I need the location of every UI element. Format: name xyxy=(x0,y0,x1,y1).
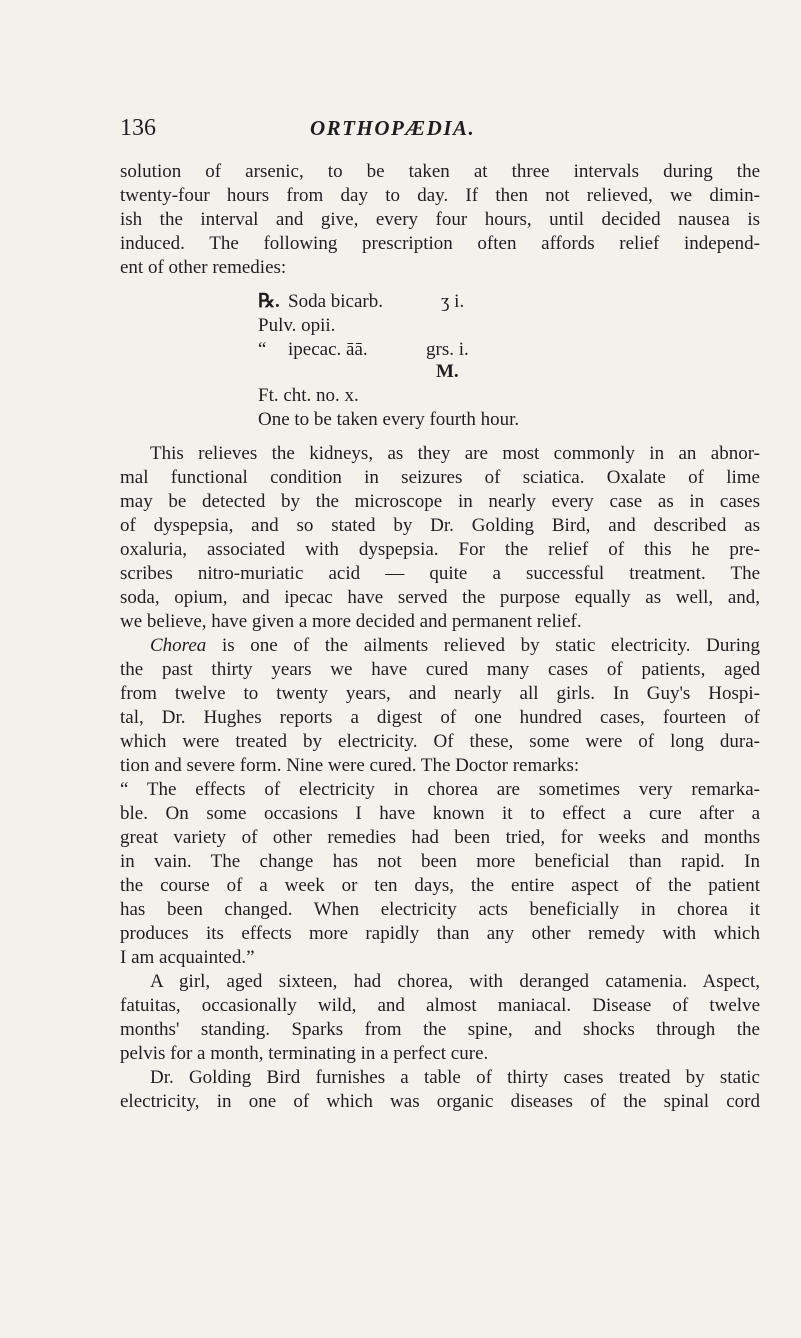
text-line: “ The effects of electricity in chorea are sometimes very remarka- xyxy=(120,779,760,800)
text-line: oxaluria, associated with dyspepsia. For the relief of this he pre- xyxy=(120,539,760,560)
text-line: scribes nitro-muriatic acid — quite a successful treatment. The xyxy=(120,563,760,584)
rx-item-soda: Soda bicarb. xyxy=(288,291,383,312)
rx-dose-ipecac: grs. i. xyxy=(426,339,469,360)
misce-mark: M. xyxy=(436,361,459,382)
running-head: ORTHOPÆDIA. xyxy=(310,116,476,140)
text-line: from twelve to twenty years, and nearly all girls. In Guy's Hospi- xyxy=(120,683,760,704)
text-line: great variety of other remedies had been tried, for weeks and months xyxy=(120,827,760,848)
text-line: of dyspepsia, and so stated by Dr. Golding Bird, and described as xyxy=(120,515,760,536)
text-line: twenty-four hours from day to day. If then not relieved, we dimin- xyxy=(120,185,760,206)
text-line: pelvis for a month, terminating in a perfect cure. xyxy=(120,1043,489,1064)
text-line: the course of a week or ten days, the entire aspect of the patient xyxy=(120,875,760,896)
text-line: in vain. The change has not been more beneficial than rapid. In xyxy=(120,851,760,872)
text-line: produces its effects more rapidly than any other remedy with which xyxy=(120,923,760,944)
text-line: tal, Dr. Hughes reports a digest of one hundred cases, fourteen of xyxy=(120,707,760,728)
text-line: ent of other remedies: xyxy=(120,257,287,278)
text-line: may be detected by the microscope in nearly every case as in cases xyxy=(120,491,760,512)
text-line: we believe, have given a more decided and permanent relief. xyxy=(120,611,582,632)
text-line: ish the interval and give, every four hours, until decided nausea is xyxy=(120,209,760,230)
text-line: induced. The following prescription often affords relief independ- xyxy=(120,233,760,254)
text-line: soda, opium, and ipecac have served the purpose equally as well, and, xyxy=(120,587,760,608)
text-line: the past thirty years we have cured many cases of patients, aged xyxy=(120,659,760,680)
text-line: which were treated by electricity. Of these, some were of long dura- xyxy=(120,731,760,752)
rx-symbol: ℞. xyxy=(258,291,280,312)
text-line: electricity, in one of which was organic diseases of the spinal cord xyxy=(120,1091,760,1112)
text-line: ble. On some occasions I have known it to effect a cure after a xyxy=(120,803,760,824)
rx-dose-soda: ʒ i. xyxy=(441,291,465,312)
rx-item-ipecac: ipecac. āā. xyxy=(288,339,368,360)
text-line: has been changed. When electricity acts beneficially in chorea it xyxy=(120,899,760,920)
rx-item-opium: Pulv. opii. xyxy=(258,315,336,336)
page-header xyxy=(120,113,760,143)
text-line: months' standing. Sparks from the spine, and shocks through the xyxy=(120,1019,760,1040)
rx-ditto-mark: “ xyxy=(258,339,267,360)
text-line: Chorea is one of the ailments relieved by static electricity. During xyxy=(150,635,760,656)
text-line: A girl, aged sixteen, had chorea, with deranged catamenia. Aspect, xyxy=(150,971,760,992)
text-line: This relieves the kidneys, as they are most commonly in an abnor- xyxy=(150,443,760,464)
text-line: I am acquainted.” xyxy=(120,947,255,968)
text-line: mal functional condition in seizures of sciatica. Oxalate of lime xyxy=(120,467,760,488)
text-line: Dr. Golding Bird furnishes a table of thirty cases treated by static xyxy=(150,1067,760,1088)
text-line: tion and severe form. Nine were cured. The Doctor remarks: xyxy=(120,755,580,776)
text-line: fatuitas, occasionally wild, and almost maniacal. Disease of twelve xyxy=(120,995,760,1016)
italic-term: Chorea xyxy=(150,635,207,656)
rx-directions: Ft. cht. no. x. xyxy=(258,385,359,406)
page-number: 136 xyxy=(120,115,156,141)
text-line: solution of arsenic, to be taken at three intervals during the xyxy=(120,161,760,182)
rx-directions: One to be taken every fourth hour. xyxy=(258,409,520,430)
